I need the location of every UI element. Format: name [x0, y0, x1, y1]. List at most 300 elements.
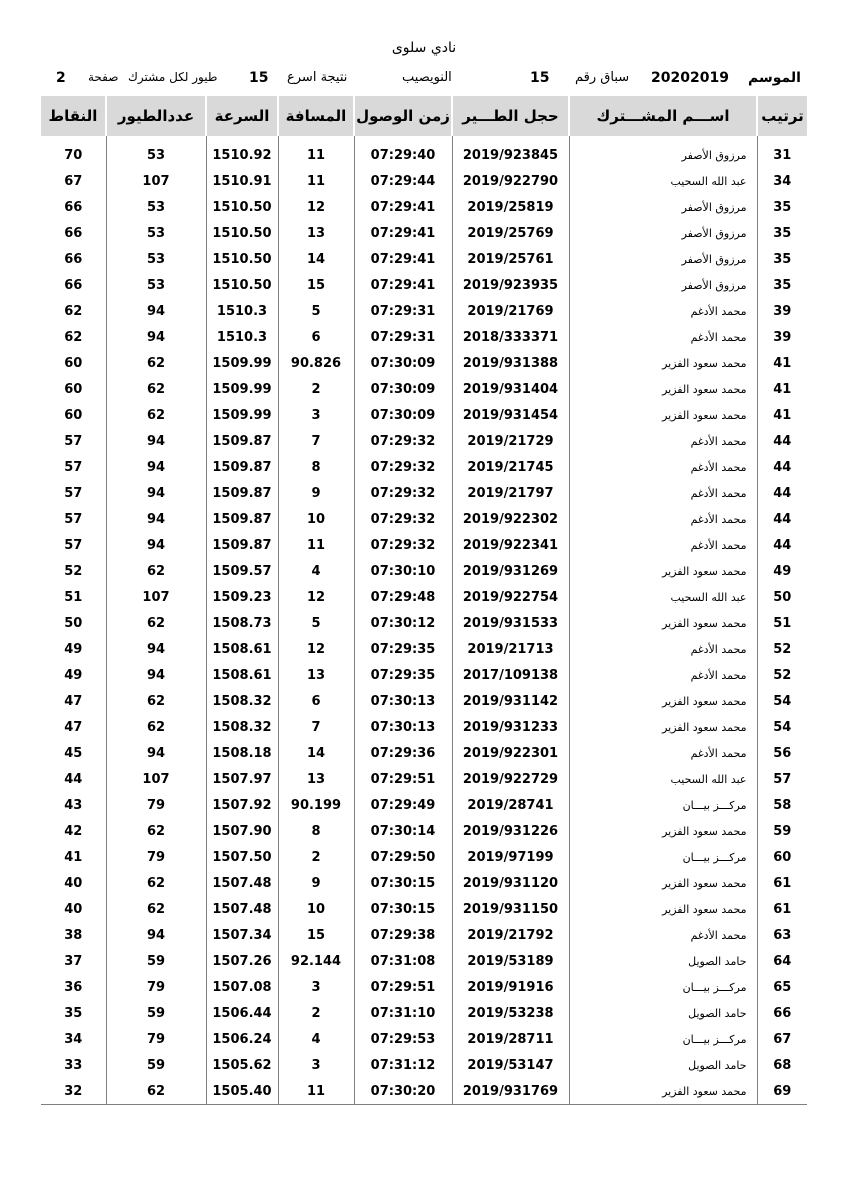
cell-ring: 2019/923935 — [452, 272, 569, 298]
cell-birds: 79 — [106, 1026, 206, 1052]
cell-name: محمد الأدغم — [569, 506, 757, 532]
table-row — [41, 1000, 807, 1026]
cell-rank: 59 — [773, 823, 792, 839]
cell-name: حامد الصويل — [569, 1000, 757, 1026]
cell-birds: 79 — [106, 974, 206, 1000]
cell-arrival: 07:29:40 — [354, 142, 452, 168]
table-header-row — [41, 96, 807, 136]
cell-distance: 6 — [278, 324, 354, 350]
table-row — [41, 298, 807, 324]
table-row — [41, 584, 807, 610]
cell-arrival: 07:29:41 — [354, 272, 452, 298]
cell-birds: 107 — [106, 584, 206, 610]
cell-points: 47 — [41, 714, 106, 740]
cell-rank: 44 — [773, 485, 792, 501]
cell-name: مركـــز بيـــان — [569, 1026, 757, 1052]
cell-speed: 1509.87 — [206, 532, 278, 558]
table-row — [41, 844, 807, 870]
cell-distance: 2 — [278, 1000, 354, 1026]
result-label: نتيجة اسرع — [287, 70, 348, 85]
cell-birds: 62 — [106, 558, 206, 584]
cell-rank: 68 — [773, 1057, 792, 1073]
cell-distance: 5 — [278, 298, 354, 324]
cell-arrival: 07:30:20 — [354, 1078, 452, 1105]
page-label: صفحة — [88, 70, 119, 84]
cell-distance: 13 — [278, 662, 354, 688]
cell-rank: 54 — [773, 719, 792, 735]
cell-birds: 94 — [106, 428, 206, 454]
table-row — [41, 896, 807, 922]
cell-distance: 4 — [278, 558, 354, 584]
cell-name: محمد سعود الفزير — [569, 870, 757, 896]
cell-ring: 2019/21797 — [452, 480, 569, 506]
cell-arrival: 07:30:15 — [354, 896, 452, 922]
cell-ring: 2019/21769 — [452, 298, 569, 324]
cell-rank: 64 — [773, 953, 792, 969]
cell-distance: 90.199 — [278, 792, 354, 818]
cell-ring: 2019/21745 — [452, 454, 569, 480]
cell-points: 32 — [41, 1078, 106, 1105]
cell-name: محمد الأدغم — [569, 298, 757, 324]
cell-birds: 53 — [106, 194, 206, 220]
cell-points: 34 — [41, 1026, 106, 1052]
cell-rank: 35 — [773, 277, 792, 293]
cell-speed: 1508.32 — [206, 714, 278, 740]
cell-points: 57 — [41, 532, 106, 558]
cell-speed: 1507.08 — [206, 974, 278, 1000]
cell-name: حامد الصويل — [569, 1052, 757, 1078]
cell-distance: 14 — [278, 246, 354, 272]
cell-speed: 1510.3 — [206, 298, 278, 324]
cell-name: مركـــز بيـــان — [569, 792, 757, 818]
cell-birds: 79 — [106, 792, 206, 818]
cell-name: مرزوق الأصفر — [569, 220, 757, 246]
season-value: 20202019 — [651, 70, 729, 86]
cell-birds: 62 — [106, 350, 206, 376]
cell-points: 60 — [41, 402, 106, 428]
cell-arrival: 07:29:32 — [354, 506, 452, 532]
cell-ring: 2019/53238 — [452, 1000, 569, 1026]
cell-speed: 1508.73 — [206, 610, 278, 636]
cell-speed: 1508.61 — [206, 662, 278, 688]
table-row — [41, 558, 807, 584]
cell-ring: 2019/97199 — [452, 844, 569, 870]
cell-arrival: 07:30:09 — [354, 402, 452, 428]
cell-speed: 1508.32 — [206, 688, 278, 714]
cell-speed: 1507.48 — [206, 870, 278, 896]
table-row — [41, 168, 807, 194]
cell-points: 50 — [41, 610, 106, 636]
cell-name: محمد الأدغم — [569, 636, 757, 662]
cell-points: 60 — [41, 350, 106, 376]
cell-birds: 94 — [106, 480, 206, 506]
cell-ring: 2019/931120 — [452, 870, 569, 896]
cell-arrival: 07:30:12 — [354, 610, 452, 636]
cell-arrival: 07:30:10 — [354, 558, 452, 584]
cell-distance: 4 — [278, 1026, 354, 1052]
cell-points: 66 — [41, 194, 106, 220]
cell-points: 60 — [41, 376, 106, 402]
cell-name: محمد سعود الفزير — [569, 558, 757, 584]
cell-ring: 2019/922302 — [452, 506, 569, 532]
cell-ring: 2019/931454 — [452, 402, 569, 428]
cell-distance: 7 — [278, 714, 354, 740]
cell-rank: 61 — [773, 901, 792, 917]
table-row — [41, 480, 807, 506]
club-title: نادي سلوى — [391, 40, 457, 56]
cell-arrival: 07:29:53 — [354, 1026, 452, 1052]
cell-ring: 2019/922341 — [452, 532, 569, 558]
cell-speed: 1510.50 — [206, 220, 278, 246]
cell-rank: 41 — [773, 407, 792, 423]
cell-distance: 2 — [278, 844, 354, 870]
cell-name: محمد سعود الفزير — [569, 688, 757, 714]
table-row — [41, 402, 807, 428]
cell-distance: 11 — [278, 1078, 354, 1105]
cell-arrival: 07:29:35 — [354, 662, 452, 688]
cell-birds: 59 — [106, 948, 206, 974]
cell-distance: 3 — [278, 402, 354, 428]
cell-name: محمد الأدغم — [569, 740, 757, 766]
cell-name: محمد الأدغم — [569, 480, 757, 506]
cell-birds: 53 — [106, 142, 206, 168]
cell-points: 57 — [41, 506, 106, 532]
table-row — [41, 818, 807, 844]
cell-name: محمد سعود الفزير — [569, 714, 757, 740]
cell-birds: 53 — [106, 220, 206, 246]
table-row — [41, 272, 807, 298]
cell-speed: 1507.92 — [206, 792, 278, 818]
cell-birds: 79 — [106, 844, 206, 870]
cell-arrival: 07:30:14 — [354, 818, 452, 844]
cell-points: 47 — [41, 688, 106, 714]
cell-speed: 1510.91 — [206, 168, 278, 194]
cell-ring: 2019/922301 — [452, 740, 569, 766]
table-row — [41, 324, 807, 350]
cell-rank: 58 — [773, 797, 792, 813]
cell-arrival: 07:29:50 — [354, 844, 452, 870]
cell-ring: 2019/25761 — [452, 246, 569, 272]
cell-rank: 44 — [773, 459, 792, 475]
cell-rank: 39 — [773, 303, 792, 319]
cell-birds: 62 — [106, 714, 206, 740]
cell-rank: 67 — [773, 1031, 792, 1047]
cell-name: محمد الأدغم — [569, 662, 757, 688]
cell-name: محمد الأدغم — [569, 532, 757, 558]
cell-birds: 94 — [106, 740, 206, 766]
cell-name: محمد سعود الفزير — [569, 1078, 757, 1105]
cell-ring: 2019/931142 — [452, 688, 569, 714]
cell-name: محمد سعود الفزير — [569, 818, 757, 844]
cell-points: 44 — [41, 766, 106, 792]
cell-speed: 1505.40 — [206, 1078, 278, 1105]
cell-distance: 14 — [278, 740, 354, 766]
table-row — [41, 688, 807, 714]
table-row — [41, 662, 807, 688]
cell-arrival: 07:31:08 — [354, 948, 452, 974]
cell-distance: 15 — [278, 922, 354, 948]
cell-rank: 44 — [773, 537, 792, 553]
cell-birds: 62 — [106, 870, 206, 896]
table-row — [41, 220, 807, 246]
cell-name: عبد الله السحيب — [569, 168, 757, 194]
cell-distance: 13 — [278, 766, 354, 792]
table-row — [41, 610, 807, 636]
cell-points: 49 — [41, 662, 106, 688]
col-distance-header: المسافة — [278, 96, 354, 136]
cell-name: محمد سعود الفزير — [569, 610, 757, 636]
cell-points: 52 — [41, 558, 106, 584]
cell-birds: 53 — [106, 272, 206, 298]
cell-birds: 94 — [106, 506, 206, 532]
cell-distance: 2 — [278, 376, 354, 402]
cell-birds: 53 — [106, 246, 206, 272]
cell-ring: 2019/931388 — [452, 350, 569, 376]
cell-points: 43 — [41, 792, 106, 818]
col-name-header: اســـم المشـــترك — [569, 96, 757, 136]
table-row — [41, 532, 807, 558]
cell-birds: 62 — [106, 610, 206, 636]
cell-ring: 2019/21792 — [452, 922, 569, 948]
cell-arrival: 07:31:12 — [354, 1052, 452, 1078]
table-row — [41, 1052, 807, 1078]
cell-arrival: 07:29:32 — [354, 480, 452, 506]
cell-distance: 9 — [278, 870, 354, 896]
cell-rank: 57 — [773, 771, 792, 787]
cell-speed: 1510.92 — [206, 142, 278, 168]
cell-distance: 92.144 — [278, 948, 354, 974]
cell-arrival: 07:29:31 — [354, 324, 452, 350]
cell-arrival: 07:29:41 — [354, 246, 452, 272]
table-row — [41, 506, 807, 532]
cell-ring: 2019/931226 — [452, 818, 569, 844]
cell-rank: 39 — [773, 329, 792, 345]
cell-points: 36 — [41, 974, 106, 1000]
cell-ring: 2018/333371 — [452, 324, 569, 350]
cell-ring: 2019/931533 — [452, 610, 569, 636]
cell-speed: 1509.87 — [206, 428, 278, 454]
table-row — [41, 974, 807, 1000]
cell-rank: 52 — [773, 667, 792, 683]
cell-points: 42 — [41, 818, 106, 844]
cell-ring: 2019/922729 — [452, 766, 569, 792]
cell-ring: 2019/25819 — [452, 194, 569, 220]
cell-name: مرزوق الأصفر — [569, 142, 757, 168]
cell-points: 66 — [41, 272, 106, 298]
cell-speed: 1508.18 — [206, 740, 278, 766]
cell-arrival: 07:29:31 — [354, 298, 452, 324]
cell-speed: 1506.44 — [206, 1000, 278, 1026]
table-row — [41, 1078, 807, 1105]
cell-points: 62 — [41, 324, 106, 350]
cell-rank: 65 — [773, 979, 792, 995]
cell-speed: 1509.87 — [206, 454, 278, 480]
cell-arrival: 07:29:49 — [354, 792, 452, 818]
cell-rank: 60 — [773, 849, 792, 865]
cell-ring: 2019/931233 — [452, 714, 569, 740]
cell-ring: 2019/21729 — [452, 428, 569, 454]
cell-name: محمد سعود الفزير — [569, 896, 757, 922]
cell-ring: 2019/922790 — [452, 168, 569, 194]
cell-name: حامد الصويل — [569, 948, 757, 974]
cell-name: مركـــز بيـــان — [569, 844, 757, 870]
cell-distance: 5 — [278, 610, 354, 636]
cell-speed: 1507.34 — [206, 922, 278, 948]
cell-birds: 94 — [106, 532, 206, 558]
cell-arrival: 07:30:13 — [354, 714, 452, 740]
cell-points: 45 — [41, 740, 106, 766]
cell-name: مرزوق الأصفر — [569, 246, 757, 272]
cell-rank: 35 — [773, 225, 792, 241]
cell-speed: 1509.57 — [206, 558, 278, 584]
cell-ring: 2019/931769 — [452, 1078, 569, 1105]
cell-speed: 1507.48 — [206, 896, 278, 922]
cell-speed: 1509.99 — [206, 350, 278, 376]
cell-birds: 94 — [106, 454, 206, 480]
cell-points: 41 — [41, 844, 106, 870]
cell-birds: 62 — [106, 688, 206, 714]
cell-speed: 1510.3 — [206, 324, 278, 350]
table-row — [41, 792, 807, 818]
cell-birds: 94 — [106, 662, 206, 688]
cell-arrival: 07:29:32 — [354, 428, 452, 454]
table-row — [41, 246, 807, 272]
cell-name: محمد سعود الفزير — [569, 402, 757, 428]
cell-name: عبد الله السحيب — [569, 766, 757, 792]
cell-points: 51 — [41, 584, 106, 610]
cell-birds: 94 — [106, 636, 206, 662]
season-label: الموسم — [748, 70, 801, 86]
cell-distance: 11 — [278, 168, 354, 194]
col-points-header: النقاط — [41, 96, 106, 136]
cell-points: 35 — [41, 1000, 106, 1026]
cell-points: 49 — [41, 636, 106, 662]
cell-speed: 1510.50 — [206, 272, 278, 298]
cell-rank: 34 — [773, 173, 792, 189]
cell-distance: 3 — [278, 1052, 354, 1078]
col-speed-header: السرعة — [206, 96, 278, 136]
cell-ring: 2019/53189 — [452, 948, 569, 974]
cell-name: محمد الأدغم — [569, 428, 757, 454]
table-row — [41, 350, 807, 376]
cell-arrival: 07:29:35 — [354, 636, 452, 662]
cell-rank: 51 — [773, 615, 792, 631]
cell-ring: 2019/28711 — [452, 1026, 569, 1052]
cell-arrival: 07:31:10 — [354, 1000, 452, 1026]
col-birds-header: عددالطيور — [106, 96, 206, 136]
cell-ring: 2019/931150 — [452, 896, 569, 922]
cell-birds: 59 — [106, 1000, 206, 1026]
cell-distance: 12 — [278, 194, 354, 220]
cell-rank: 35 — [773, 199, 792, 215]
cell-points: 70 — [41, 142, 106, 168]
table-row — [41, 376, 807, 402]
results-table — [41, 96, 807, 1105]
cell-distance: 12 — [278, 636, 354, 662]
table-row — [41, 948, 807, 974]
cell-speed: 1509.87 — [206, 506, 278, 532]
cell-name: محمد سعود الفزير — [569, 350, 757, 376]
cell-birds: 62 — [106, 376, 206, 402]
cell-distance: 8 — [278, 454, 354, 480]
cell-name: مركـــز بيـــان — [569, 974, 757, 1000]
cell-arrival: 07:29:36 — [354, 740, 452, 766]
cell-birds: 62 — [106, 818, 206, 844]
cell-points: 57 — [41, 428, 106, 454]
table-row — [41, 1026, 807, 1052]
cell-arrival: 07:29:44 — [354, 168, 452, 194]
cell-arrival: 07:29:32 — [354, 532, 452, 558]
cell-arrival: 07:29:32 — [354, 454, 452, 480]
result-count: 15 — [249, 70, 269, 86]
cell-rank: 49 — [773, 563, 792, 579]
cell-points: 37 — [41, 948, 106, 974]
table-row — [41, 142, 807, 168]
cell-ring: 2019/53147 — [452, 1052, 569, 1078]
cell-name: عبد الله السحيب — [569, 584, 757, 610]
cell-rank: 35 — [773, 251, 792, 267]
cell-arrival: 07:30:15 — [354, 870, 452, 896]
cell-name: محمد سعود الفزير — [569, 376, 757, 402]
cell-rank: 63 — [773, 927, 792, 943]
cell-arrival: 07:30:09 — [354, 350, 452, 376]
page-number: 2 — [56, 70, 66, 86]
cell-distance: 3 — [278, 974, 354, 1000]
cell-distance: 11 — [278, 142, 354, 168]
cell-arrival: 07:29:41 — [354, 220, 452, 246]
per-subscriber-label: طيور لكل مشترك — [128, 70, 218, 84]
race-number: 15 — [530, 70, 550, 86]
cell-points: 33 — [41, 1052, 106, 1078]
cell-arrival: 07:29:51 — [354, 766, 452, 792]
cell-distance: 10 — [278, 896, 354, 922]
cell-birds: 94 — [106, 298, 206, 324]
cell-speed: 1509.23 — [206, 584, 278, 610]
cell-points: 66 — [41, 220, 106, 246]
table-row — [41, 428, 807, 454]
cell-ring: 2019/923845 — [452, 142, 569, 168]
cell-birds: 94 — [106, 324, 206, 350]
table-body — [41, 136, 807, 1105]
cell-speed: 1507.97 — [206, 766, 278, 792]
table-row — [41, 922, 807, 948]
cell-arrival: 07:29:48 — [354, 584, 452, 610]
cell-speed: 1510.50 — [206, 246, 278, 272]
cell-points: 40 — [41, 870, 106, 896]
cell-name: مرزوق الأصفر — [569, 194, 757, 220]
cell-rank: 54 — [773, 693, 792, 709]
table-row — [41, 766, 807, 792]
cell-arrival: 07:29:41 — [354, 194, 452, 220]
cell-points: 38 — [41, 922, 106, 948]
cell-ring: 2019/922754 — [452, 584, 569, 610]
cell-distance: 6 — [278, 688, 354, 714]
cell-ring: 2019/91916 — [452, 974, 569, 1000]
cell-speed: 1510.50 — [206, 194, 278, 220]
cell-distance: 15 — [278, 272, 354, 298]
cell-birds: 62 — [106, 896, 206, 922]
cell-speed: 1507.90 — [206, 818, 278, 844]
cell-speed: 1506.24 — [206, 1026, 278, 1052]
table-row — [41, 194, 807, 220]
cell-distance: 11 — [278, 532, 354, 558]
race-label: سباق رقم — [575, 70, 630, 85]
cell-name: مرزوق الأصفر — [569, 272, 757, 298]
cell-rank: 44 — [773, 433, 792, 449]
cell-birds: 59 — [106, 1052, 206, 1078]
cell-speed: 1509.99 — [206, 376, 278, 402]
cell-rank: 66 — [773, 1005, 792, 1021]
